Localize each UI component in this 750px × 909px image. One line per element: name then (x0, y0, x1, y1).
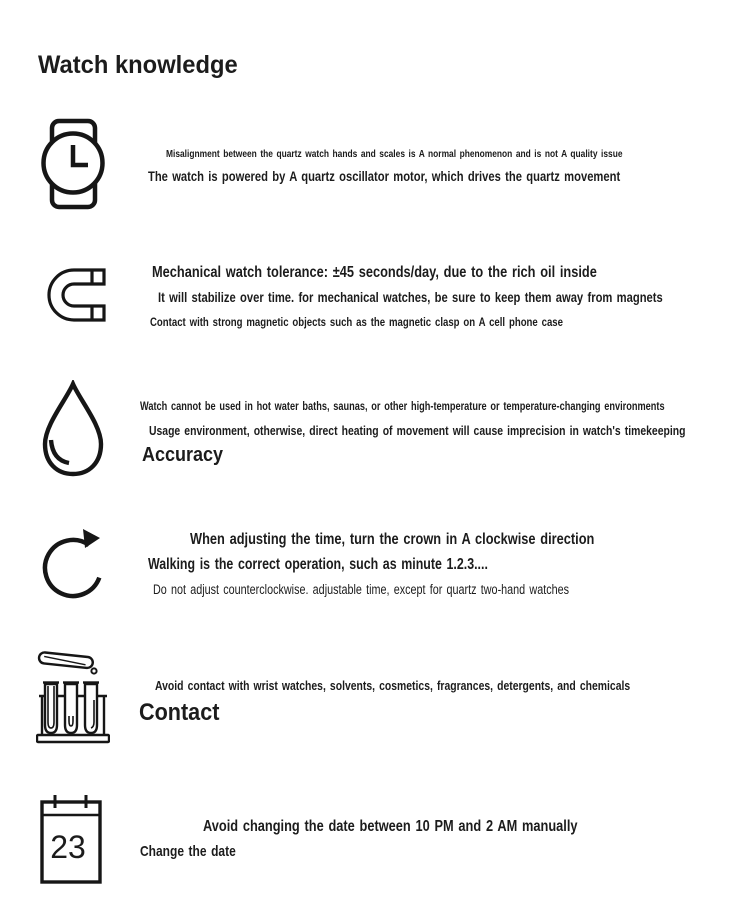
page-title: Watch knowledge (38, 50, 238, 79)
chemical-note: Avoid contact with wrist watches, solvents, cosmetics, fragrances, detergents, and chemicals (155, 678, 631, 693)
clockwise-arrow-icon (41, 527, 107, 603)
time-setting-headline: When adjusting the time, turn the crown in A clockwise direction (190, 531, 595, 548)
water-drop-icon (40, 380, 107, 478)
calendar-icon (40, 792, 102, 884)
calendar-day: 23 (50, 829, 86, 865)
test-tubes-icon (36, 648, 110, 744)
time-setting-sub: Walking is the correct operation, such as minute 1.2.3.... (148, 556, 488, 573)
magnet-headline: Mechanical watch tolerance: ±45 seconds/day, due to the rich oil inside (152, 264, 597, 281)
quartz-note: Misalignment between the quartz watch hands and scales is A normal phenomenon and is not A quality issue (166, 148, 623, 160)
date-sub: Change the date (140, 843, 236, 860)
quartz-main: The watch is powered by A quartz oscillator motor, which drives the quartz movement (148, 168, 621, 184)
magnet-note: Contact with strong magnetic objects such as the magnetic clasp on A cell phone case (150, 315, 563, 329)
magnet-icon (42, 268, 106, 322)
time-setting-note: Do not adjust counterclockwise. adjustable time, except for quartz two-hand watches (153, 582, 570, 597)
accuracy-headline: Accuracy (142, 444, 224, 466)
contact-headline: Contact (139, 699, 220, 726)
temperature-note: Watch cannot be used in hot water baths, saunas, or other high-temperature or temperature-changing environments (140, 401, 665, 413)
date-headline: Avoid changing the date between 10 PM and 2 AM manually (203, 818, 578, 835)
wristwatch-icon (40, 116, 106, 212)
temperature-sub: Usage environment, otherwise, direct heating of movement will cause imprecision in watch's timekeeping (149, 423, 686, 438)
magnet-sub: It will stabilize over time. for mechanical watches, be sure to keep them away from magnets (158, 289, 663, 305)
